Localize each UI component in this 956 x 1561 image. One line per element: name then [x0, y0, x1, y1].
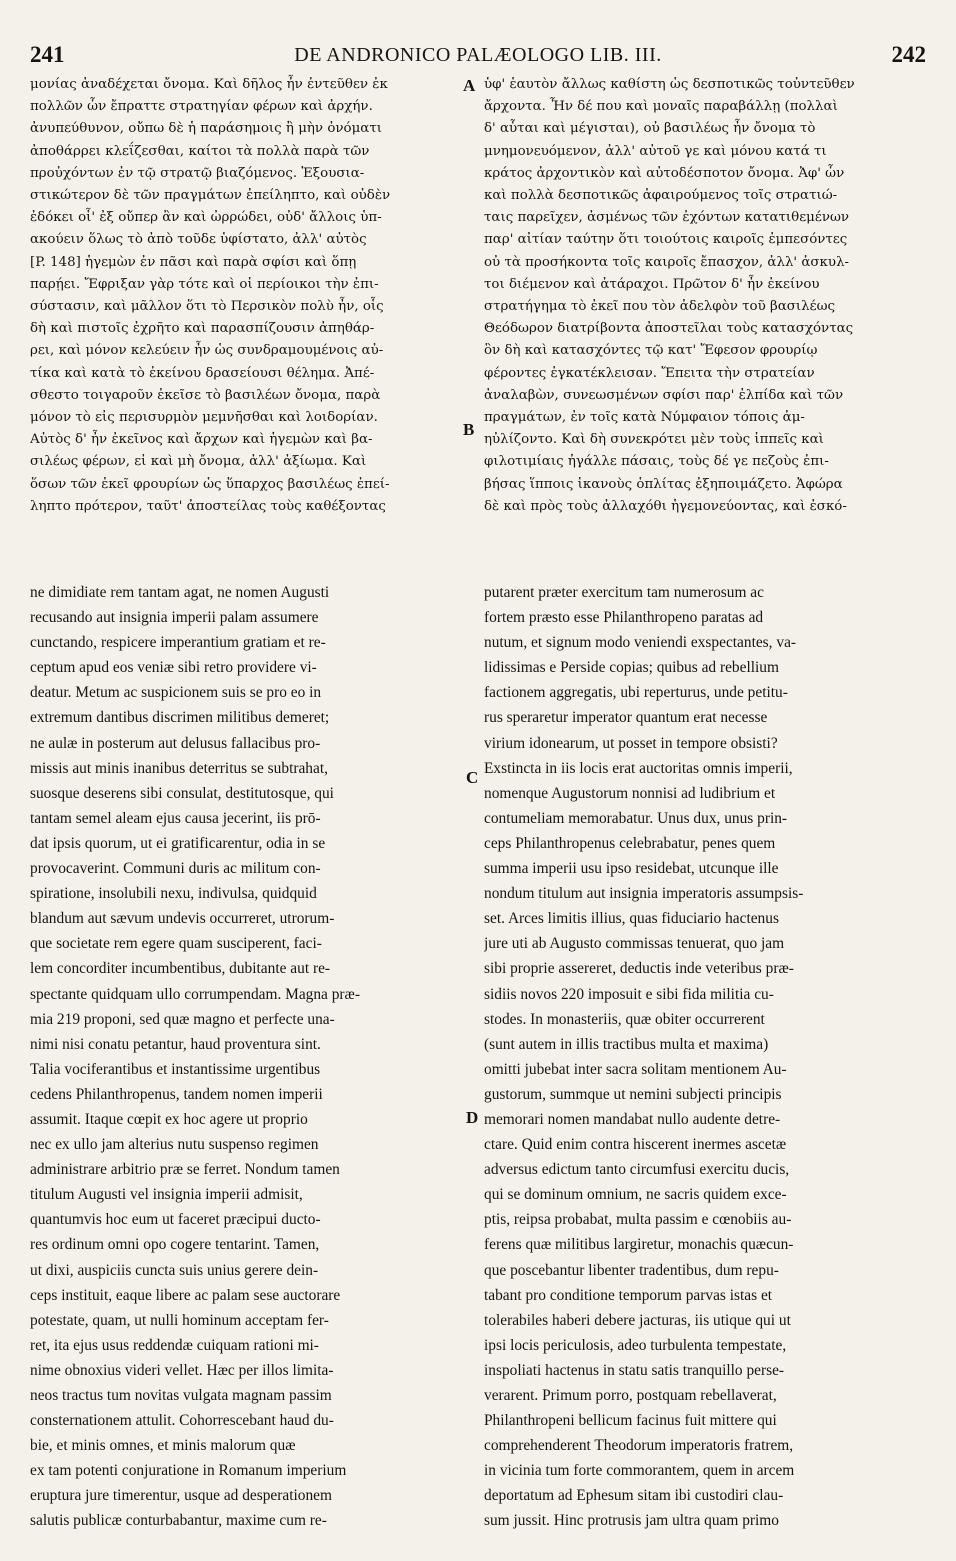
text-line: Philanthropeni bellicum facinus fuit mittere qui — [484, 1412, 777, 1430]
text-line: ρει, καὶ μόνον κελεύειν ἦν ὡς συνδραμουμένοις αὐ- — [30, 343, 384, 359]
latin-text-left-column — [30, 580, 460, 1534]
text-line: φέροντες ἐγκατέκλεισαν. Ἔπειτα τὴν στρατείαν — [484, 365, 815, 381]
text-line: factionem aggregatis, ubi reperturus, unde petitu- — [484, 684, 788, 702]
text-line: neos tractus tum novitas vulgata magnam passim — [30, 1387, 332, 1404]
text-line: ταις παρεῖχεν, ἀσμένως τῶν ἐχόντων κατατιθεμένων — [484, 210, 850, 226]
text-line: cedens Philanthropenus, tandem nomen imperii — [30, 1085, 323, 1103]
text-line: summa imperii usu ipso residebat, utcunque ille — [484, 860, 779, 878]
text-line: tabant pro conditione temporum parvas istas et — [484, 1286, 773, 1304]
text-line: nutum, et signum modo veniendi exspectantes, va- — [484, 634, 797, 652]
text-line: mia 219 proponi, sed quæ magno et perfecte una- — [30, 1010, 335, 1028]
text-line: παρ' αἰτίαν ταύτην ὅτι τοιούτοις καιροῖς ἐμπεσόντες — [484, 232, 848, 248]
text-line: ἀνυπεύθυνον, οὔπω δὲ ἡ παράσημοις ἢ μὴν ὀνόματι — [30, 121, 382, 137]
text-line: nec ex ullo jam alterius nutu suspenso regimen — [30, 1136, 319, 1154]
text-line: ὑφ' ἑαυτὸν ἄλλως καθίστη ὡς δεσποτικῶς τοὐντεῦθεν — [484, 77, 855, 92]
margin-marker-b: B — [463, 420, 475, 439]
text-line: ne aulæ in posterum aut delusus fallacibus pro- — [30, 734, 321, 752]
page-header — [30, 42, 926, 72]
text-line: extremum dantibus discrimen militibus demeret; — [30, 709, 330, 727]
text-line: nomenque Augustorum nonnisi ad ludibrium et — [484, 784, 776, 802]
text-line: στικώτερον δὲ τῶν πραγμάτων ἐπείληπτο, καὶ οὐδὲν — [30, 188, 391, 204]
margin-marker-d: D — [466, 1108, 479, 1127]
text-line: potestate, quam, ut nulli hominum acceptam fer- — [30, 1311, 329, 1329]
text-line: ne dimidiate rem tantam agat, ne nomen Augusti — [30, 584, 330, 601]
text-line: nime obnoxius videri vellet. Hæc per illos limita- — [30, 1361, 334, 1379]
text-line: πραγμάτων, ἐν τοῖς κατὰ Νύμφαιον τόποις ἀμ- — [484, 410, 805, 426]
text-line: quantumvis hoc eum ut faceret præcipui ducto- — [30, 1211, 321, 1229]
running-title: DE ANDRONICO PALÆOLOGO LIB. III. — [294, 44, 662, 66]
text-line: lem concorditer incumbentibus, dubitante aut re- — [30, 960, 331, 978]
text-line: que societate rem egere quam susciperent, faci- — [30, 935, 322, 953]
text-line: στρατήγημα τὸ ἐκεῖ που τὸν ἀδελφὸν τοῦ βασιλέως — [484, 299, 836, 315]
text-line: fortem præsto esse Philanthropeno paratas ad — [484, 609, 764, 627]
text-line: tantam semel aleam ejus causa jecerint, iis prō- — [30, 809, 321, 827]
text-line: σθεστο τοιγαροῦν ἐκεῖσε τὸ βασιλέων ὄνομα, παρὰ — [30, 387, 381, 403]
text-line: inspoliati hactenus in statu satis tranquillo perse- — [484, 1361, 785, 1379]
text-line: δὴ καὶ πιστοῖς ἐχρῆτο καὶ παρασπίζουσιν ἀπηθάρ- — [30, 321, 375, 337]
text-line: τίκα καὶ κατὰ τὸ ἐκείνου δρασείουσι θέλημα. Ἀπέ- — [30, 365, 375, 381]
text-line: bie, et minis omnes, et minis malorum quæ — [30, 1437, 296, 1455]
text-line: contumeliam memorabatur. Unus dux, unus prin- — [484, 809, 788, 827]
text-line: ctare. Quid enim contra hiscerent inermes ascetæ — [484, 1136, 787, 1154]
text-line: ceptum apud eos veniæ sibi retro providere vi- — [30, 659, 317, 677]
text-line: nimi nisi conatu petantur, haud proventura sint. — [30, 1035, 321, 1053]
text-line: ex tam potenti conjuratione in Romanum imperium — [30, 1462, 347, 1480]
text-line: φιλοτιμίαις ἠγάλλε πάσαις, τοὺς δέ γε πεζοὺς ἐπι- — [484, 454, 829, 470]
greek-text-right-column — [484, 74, 924, 518]
text-line: lidissimas e Perside copias; quibus ad rebellium — [484, 659, 779, 677]
text-line: cunctando, respicere imperantium gratiam et re- — [30, 634, 326, 652]
text-line: deportatum ad Ephesum sitam ibi custodiri clau- — [484, 1487, 784, 1505]
text-line: ut dixi, auspiciis cuncta suis unius gerere dein- — [30, 1261, 319, 1279]
text-line: ἐδόκει οἷ' ἐξ οὔπερ ἂν καὶ ὠρρώδει, οὐδ' ἄλλοις ὑπ- — [30, 210, 382, 226]
text-line: in vicinia tum forte commorantem, quem in arcem — [484, 1462, 795, 1480]
text-line: δ' αὗται καὶ μέγισται), οὐ βασιλέως ἦν ὄνομα τὸ — [484, 121, 816, 137]
text-line: [P. 148] ἡγεμὼν ἐν πᾶσι καὶ παρὰ σφίσι καὶ ὅπῃ — [30, 254, 357, 270]
text-line: ὅσων τῶν ἐκεῖ φρουρίων ὡς ὕπαρχος βασιλέως ἐπεί- — [30, 476, 390, 492]
text-line: gustorum, summque ut nemini subjecti principis — [484, 1085, 782, 1103]
text-line: sibi proprie assereret, deductis inde veteribus præ- — [484, 960, 794, 978]
text-line: memorari nomen mandabat nullo audente detre- — [484, 1110, 781, 1128]
text-line: sum jussit. Hinc protrusis jam ultra quam primo — [484, 1512, 779, 1530]
text-line: μνημονευόμενον, ἀλλ' αὐτοῦ γε καὶ μόνου κατά τι — [484, 143, 827, 159]
text-line: jure uti ab Augusto commissas tenuerat, quo jam — [484, 935, 785, 953]
text-line: ἄρχοντα. Ἦν δέ που καὶ μοναῖς παραβάλλῃ (πολλαὶ — [484, 99, 838, 115]
text-line: que poscebantur libenter tradentibus, dum repu- — [484, 1261, 779, 1279]
text-line: ptis, reipsa probabat, multa passim e cœnobiis au- — [484, 1211, 792, 1229]
text-line: μονίας ἀναδέχεται ὄνομα. Καὶ δῆλος ἦν ἐντεῦθεν ἐκ — [30, 77, 388, 92]
text-line: titulum Augusti vel insignia imperii admisit, — [30, 1186, 303, 1204]
text-line: dat ipsis quorum, ut ei gratificarentur, odia in se — [30, 834, 326, 852]
text-line: Θεόδωρον διατρίβοντα ἀποστεῖλαι τοὺς κατασχόντας — [484, 321, 854, 337]
margin-marker-c: C — [466, 768, 479, 787]
text-line: καὶ πολλὰ δεσποτικῶς ἀφαιρούμενος τοῖς στρατιώ- — [484, 188, 838, 204]
text-line: suosque deserens sibi consulat, destitutosque, qui — [30, 784, 334, 802]
text-line: consternationem attulit. Cohorrescebant haud du- — [30, 1412, 334, 1430]
text-line: missis aut minis inanibus deterritus se subtrahat, — [30, 759, 328, 777]
text-line: παρῄει. Ἔφριξαν γὰρ τότε καὶ οἱ περίοικοι τὴν ἐπι- — [30, 276, 379, 292]
text-line: set. Arces limitis illius, quas fiduciario hactenus — [484, 910, 779, 928]
text-line: κράτος ἀρχοντικὸν καὶ αὐτοδέσποτον ὄνομα. Ἀφ' ὧν — [484, 165, 845, 181]
text-line: rus speraretur imperator quantum erat necesse — [484, 709, 768, 727]
text-line: ceps Philanthropenus celebrabatur, penes quem — [484, 834, 776, 852]
text-line: res ordinum omni opo cogere tentarint. Tamen, — [30, 1236, 320, 1254]
text-line: ὃν δὴ καὶ κατασχόντες τῷ κατ' Ἔφεσον φρουρίῳ — [484, 343, 818, 359]
text-line: recusando aut insignia imperii palam assumere — [30, 609, 319, 627]
text-line: assumit. Itaque cœpit ex hoc agere ut proprio — [30, 1110, 308, 1128]
text-line: ret, ita ejus usus reddendæ cuiquam rationi mi- — [30, 1336, 319, 1354]
text-line: ἀποθάρρει κλεΐζεσθαι, καίτοι τὰ πολλὰ παρὰ τῶν — [30, 143, 370, 159]
text-line: spiratione, insolubili nexu, indivulsa, quidquid — [30, 885, 317, 903]
text-line: spectante quidquam ullo corrumpendam. Magna præ- — [30, 985, 360, 1003]
text-line: virium idonearum, ut posset in tempore obsisti? — [484, 734, 778, 752]
greek-text-left-column — [30, 74, 458, 518]
text-line: σιλέως φέρων, εἰ καὶ μὴ ὄνομα, ἀλλ' ἀξίωμα. Καὶ — [30, 454, 367, 470]
text-line: sidiis novos 220 imposuit e sibi fida militia cu- — [484, 985, 774, 1003]
text-line: ferens quæ militibus largiretur, monachis quæcun- — [484, 1236, 794, 1254]
text-line: comprehenderent Theodorum imperatoris fratrem, — [484, 1437, 794, 1455]
text-line: πολλῶν ὧν ἔπραττε στρατηγίαν φέρων καὶ ἀρχήν. — [30, 99, 373, 115]
latin-text-right-column — [484, 580, 924, 1534]
text-line: administrare arbitrio præ se ferret. Nondum tamen — [30, 1161, 340, 1179]
text-line: προὐχόντων ἐν τῷ στρατῷ βιαζόμενος. Ἐξουσια- — [30, 165, 365, 181]
text-line: ηὐλίζοντο. Καὶ δὴ συνεκρότει μὲν τοὺς ἱππεῖς καὶ — [484, 432, 824, 448]
text-line: μόνον τὸ εἰς περισυρμὸν μεμνῆσθαι καὶ λοιδορίαν. — [30, 410, 378, 426]
text-line: ἀναλαβὼν, συνεωσμένων σφίσι παρ' ἐλπίδα καὶ τῶν — [484, 387, 844, 403]
text-line: nondum titulum aut insignia imperatoris assumpsis- — [484, 885, 804, 903]
text-line: ceps instituit, eaque libere ac palam sese auctorare — [30, 1286, 341, 1304]
text-line: (sunt autem in illis tractibus multa et maxima) — [484, 1035, 769, 1053]
margin-marker-a: A — [463, 76, 476, 95]
text-line: ληπτο πρότερον, ταῦτ' ἀποστείλας τοὺς καθέξοντας — [30, 498, 386, 514]
page-number-left: 241 — [30, 42, 65, 67]
text-line: βήσας ἵπποις ἱκανοὺς ὁπλίτας ἐξηποιμάζετο. Ἀφώρα — [484, 476, 843, 492]
text-line: putarent præter exercitum tam numerosum ac — [484, 584, 764, 601]
text-line: stodes. In monasteriis, quæ obiter occurrerent — [484, 1010, 765, 1028]
text-line: eruptura jure timerentur, usque ad desperationem — [30, 1487, 332, 1505]
text-line: ipsi locis periculosis, adeo turbulenta tempestate, — [484, 1336, 787, 1354]
text-line: ακούειν ὅλως τὸ ἀπὸ τοῦδε ὑφίστατο, ἀλλ' αὐτὸς — [30, 232, 367, 248]
text-line: provocaverint. Communi duris ac militum con- — [30, 860, 321, 878]
text-line: Exstincta in iis locis erat auctoritas omnis imperii, — [484, 759, 793, 777]
text-line: Αὐτὸς δ' ἦν ἐκεῖνος καὶ ἄρχων καὶ ἡγεμὼν καὶ βα- — [30, 432, 373, 448]
text-line: deatur. Metum ac suspicionem suis se pro eo in — [30, 684, 322, 702]
text-line: omitti jubebat inter sacra solitam mentionem Au- — [484, 1060, 787, 1078]
text-line: qui se dominum omnium, ne sacris quidem exce- — [484, 1186, 787, 1204]
text-line: οὐ τὰ προσήκοντα τοῖς καιροῖς ἔπασχον, ἀλλ' ἀσκυλ- — [484, 254, 850, 270]
text-line: salutis publicæ conturbabantur, maxime cum re- — [30, 1512, 327, 1530]
text-line: tolerabiles haberi debere jacturas, iis utique qui ut — [484, 1311, 791, 1329]
page-number-right: 242 — [891, 42, 926, 67]
text-line: blandum aut sævum undevis occurreret, utrorum- — [30, 910, 335, 928]
text-line: τοι διέμενον καὶ ἀτάραχοι. Πρῶτον δ' ἦν ἐκείνου — [484, 276, 820, 292]
text-line: adversus edictum tanto circumfusi exercitu ducis, — [484, 1161, 790, 1179]
text-line: δὲ καὶ πρὸς τοὺς ἀλλαχόθι ἡγεμονεύοντας, καὶ ἐσκό- — [484, 498, 847, 514]
text-line: Talia vociferantibus et instantissime urgentibus — [30, 1060, 321, 1078]
text-line: verarent. Primum porro, postquam rebellaverat, — [484, 1387, 777, 1404]
text-line: σύστασιν, καὶ μᾶλλον ὅτι τὸ Περσικὸν πολὺ ἦν, οἷς — [30, 299, 384, 315]
